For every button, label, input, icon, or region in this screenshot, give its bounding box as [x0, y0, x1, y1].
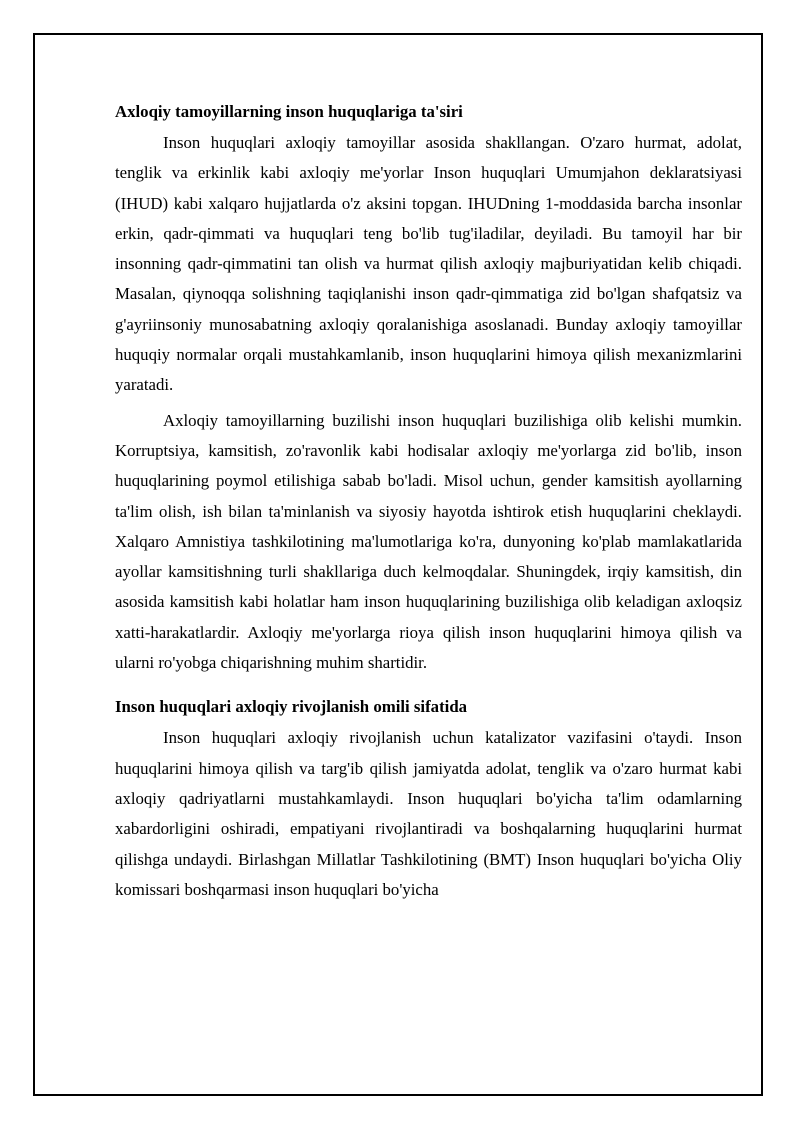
section-heading-1: Axloqiy tamoyillarning inson huquqlariga ta'siri — [115, 102, 463, 121]
paragraph-1: Inson huquqlari axloqiy tamoyillar asosida shakllangan. O'zaro hurmat, adolat, tenglik va erkinlik kabi axloqiy me'yorlar Inson huquqlari Umumjahon deklaratsiyasi (IHUD) kabi xalqaro hujjatlarda o'z aksini topgan. IHUDning 1-moddasida barcha insonlar erkin, qadr-qimmati va huquqlari teng bo'lib tug'iladilar, deyiladi. Bu tamoyil har bir insonning qadr-qimmatini tan olish va hurmat qilish axloqiy majburiyatidan kelib chiqadi. Masalan, qiynoqqa solishning taqiqlanishi inson qadr-qimmatiga zid bo'lgan shafqatsiz va g'ayriinsoniy munosabatning axloqiy qoralanishiga asoslanadi. Bunday axloqiy tamoyillar huquqiy normalar orqali mustahkamlanib, inson huquqlarini himoya qilish mexanizmlarini yaratadi. — [115, 133, 742, 395]
section-heading-2: Inson huquqlari axloqiy rivojlanish omili sifatida — [115, 697, 468, 717]
document-body — [115, 97, 742, 910]
paragraph-2: Axloqiy tamoyillarning buzilishi inson huquqlari buzilishiga olib kelishi mumkin. Korruptsiya, kamsitish, zo'ravonlik kabi hodisalar axloqiy me'yorlarga zid bo'lib, inson huquqlarining poymol etilishiga sabab bo'ladi. Misol uchun, gender kamsitish ayollarning ta'lim olish, ish bilan ta'minlanish va siyosiy hayotda ishtirok etish huquqlarini cheklaydi. Xalqaro Amnistiya tashkilotining ma'lumotlariga ko'ra, dunyoning ko'plab mamlakatlarida ayollar kamsitishning turli shakllariga duch kelmoqdalar. Shuningdek, irqiy kamsitish, din asosida kamsitish kabi holatlar ham inson huquqlarining buzilishiga olib keladigan axloqsiz xatti-harakatlardir. Axloqiy me'yorlarga rioya qilish inson huquqlarini himoya qilish va ularni ro'yobga chiqarishning muhim shartidir. — [115, 410, 742, 673]
paragraph-3: Inson huquqlari axloqiy rivojlanish uchun katalizator vazifasini o'taydi. Inson huquqlarini himoya qilish va targ'ib qilish jamiyatda adolat, tenglik va o'zaro hurmat kabi axloqiy qadriyatlarni mustahkamlaydi. Inson huquqlari bo'yicha ta'lim odamlarning xabardorligini oshiradi, empatiyani rivojlantiradi va boshqalarning huquqlarini hurmat qilishga undaydi. Birlashgan Millatlar Tashkilotining (BMT) Inson huquqlari bo'yicha Oliy komissari boshqarmasi inson huquqlari bo'yicha — [115, 728, 742, 899]
